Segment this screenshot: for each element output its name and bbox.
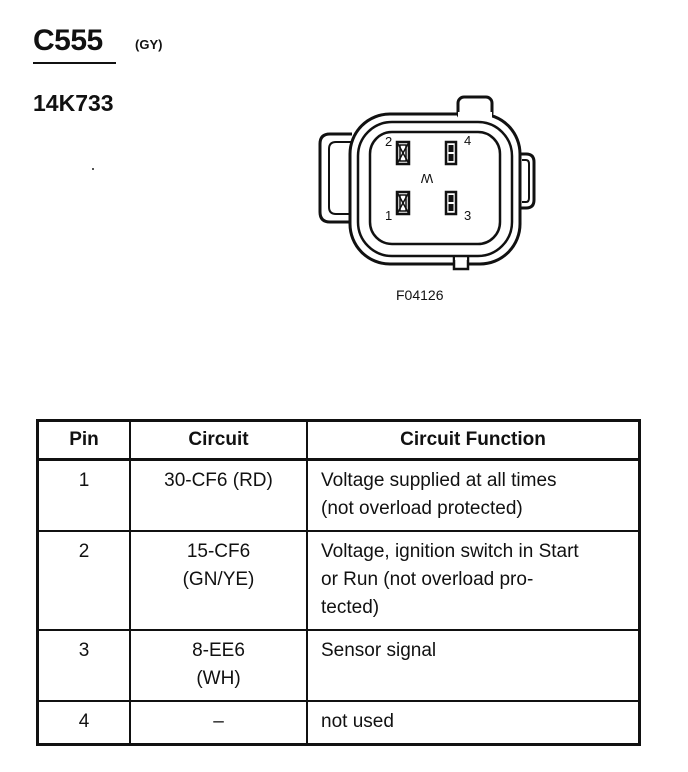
- header-circuit-function: Circuit Function: [307, 421, 640, 460]
- cell-circuit: [130, 460, 307, 532]
- center-mark: W: [420, 171, 434, 186]
- connector-left-latch: [320, 134, 352, 222]
- stray-dot: [92, 168, 94, 170]
- function-line: Sensor signal: [321, 640, 437, 661]
- connector-id-underline: [33, 62, 116, 64]
- terminal-pin-1: [397, 192, 409, 214]
- cell-circuit: [130, 531, 307, 630]
- connector-outer-body: [350, 114, 520, 264]
- function-line: (not overload protected): [321, 498, 523, 519]
- connector-id: C555: [33, 24, 103, 57]
- connector-diagram: [312, 92, 542, 272]
- function-line: Voltage, ignition switch in Start: [321, 541, 579, 562]
- header-circuit: Circuit: [130, 421, 307, 460]
- cell-circuit: [130, 701, 307, 745]
- cell-pin: 3: [38, 630, 131, 701]
- pin-table: [36, 419, 641, 746]
- cell-circuit: [130, 630, 307, 701]
- pin-label-3: 3: [464, 208, 472, 223]
- cell-function: [307, 630, 640, 701]
- terminal-pin-2: [397, 142, 409, 164]
- circuit-line: 30-CF6 (RD): [164, 470, 273, 491]
- circuit-line: 8-EE6: [192, 640, 245, 661]
- table-header-row: [38, 421, 640, 460]
- function-line: tected): [321, 597, 380, 618]
- function-line: or Run (not overload pro-: [321, 569, 534, 590]
- function-line: not used: [321, 711, 394, 732]
- circuit-line: (WH): [196, 668, 241, 689]
- pin-label-4: 4: [464, 133, 472, 148]
- table-row: [38, 460, 640, 532]
- circuit-line: 15-CF6: [186, 541, 251, 562]
- figure-code: F04126: [396, 287, 444, 303]
- cell-pin: 4: [38, 701, 131, 745]
- cell-function: [307, 531, 640, 630]
- function-line: Voltage supplied at all times: [321, 470, 557, 491]
- cell-pin: 2: [38, 531, 131, 630]
- pin-label-1: 1: [385, 208, 393, 223]
- cell-function: [307, 701, 640, 745]
- circuit-line: (GN/YE): [182, 569, 255, 590]
- part-number: 14K733: [33, 90, 114, 116]
- table-row: [38, 701, 640, 745]
- connector-color: (GY): [135, 37, 163, 52]
- circuit-line: –: [213, 711, 224, 732]
- header-pin: Pin: [38, 421, 131, 460]
- table-row: [38, 630, 640, 701]
- terminal-pin-3: [446, 192, 456, 214]
- cell-function: [307, 460, 640, 532]
- cell-pin: 1: [38, 460, 131, 532]
- pin-label-2: 2: [385, 134, 393, 149]
- table-row: [38, 531, 640, 630]
- terminal-pin-4: [446, 142, 456, 164]
